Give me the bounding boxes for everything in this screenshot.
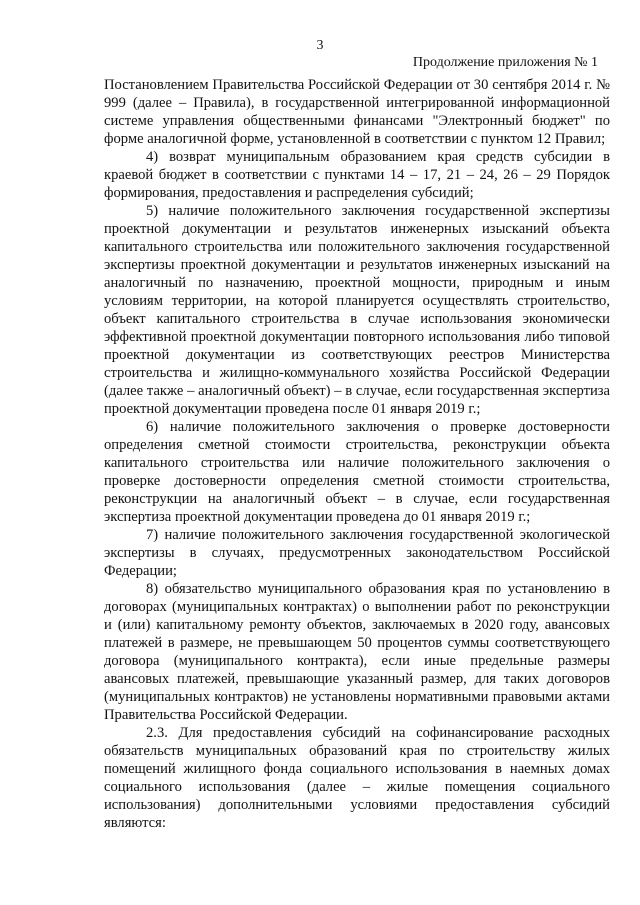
paragraph-item-4: 4) возврат муниципальным образованием края средств субсидии в краевой бюджет в соответствии с пунктами 14 – 17, 21 – 24, 26 – 29 Порядок формирования, предоставления и распределения субсидий; [104, 149, 610, 201]
document-body [104, 76, 610, 832]
page-number: 3 [316, 38, 324, 53]
paragraph-item-6: 6) наличие положительного заключения о проверке достоверности определения сметной стоимости строительства, реконструкции объекта капитального строительства или наличие положительного заключения о проверке достоверности определения сметной стоимости строительства, реконструкции на аналогичный объект – в случае, если государственная экспертиза проектной документации проведена до 01 января 2019 г.; [104, 419, 610, 525]
paragraph-item-5: 5) наличие положительного заключения государственной экспертизы проектной документации и результатов инженерных изысканий объекта капитального строительства или положительного заключения государственной экспертизы проектной документации и результатов инженерных изысканий на аналогичный по назначению, проектной мощности, природным и иным условиям территории, на которой планируется осуществлять строительство, объект капитального строительства в случае использования экономически эффективной проектной документации повторного использования либо типовой проектной документации из соответствующих реестров Министерства строительства и жилищно-коммунального хозяйства Российской Федерации (далее также – аналогичный объект) – в случае, если государственная экспертиза проектной документации проведена после 01 января 2019 г.; [104, 203, 610, 417]
paragraph-continuation: Постановлением Правительства Российской Федерации от 30 сентября 2014 г. № 999 (далее – Правила), в государственной интегрированной информационной системе управления общественными финансами "Электронный бюджет" по форме аналогичной форме, установленной в соответствии с пунктом 12 Правил; [104, 77, 610, 147]
paragraph-section-2-3: 2.3. Для предоставления субсидий на софинансирование расходных обязательств муниципальных образований края по строительству жилых помещений жилищного фонда социального использования в наемных домах социального использования (далее – жилые помещения социального использования) дополнительными условиями предоставления субсидий являются: [104, 725, 610, 831]
paragraph-item-7: 7) наличие положительного заключения государственной экологической экспертизы в случаях, предусмотренных законодательством Российской Федерации; [104, 527, 610, 579]
appendix-continuation-note: Продолжение приложения № 1 [412, 55, 598, 70]
paragraph-item-8: 8) обязательство муниципального образования края по установлению в договорах (муниципальных контрактах) о выполнении работ по реконструкции и (или) капитальному ремонту объектов, заключаемых в 2020 году, авансовых платежей в размере, не превышающем 50 процентов суммы соответствующего договора (муниципального контракта), если иные предельные размеры авансовых платежей, превышающие указанный размер, для таких договоров (муниципальных контрактов) не установлены нормативными правовыми актами Правительства Российской Федерации. [104, 581, 610, 723]
